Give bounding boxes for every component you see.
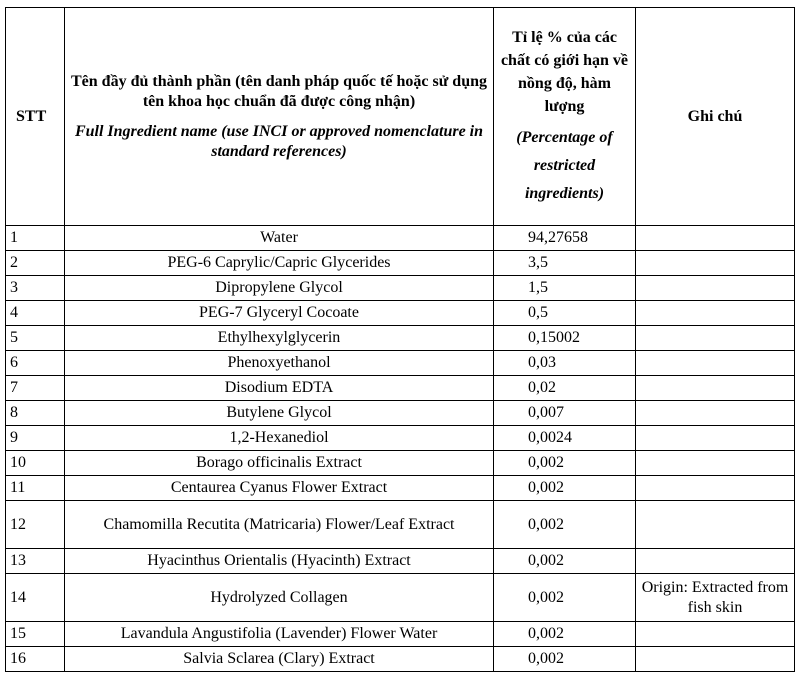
ingredient-name: Hydrolyzed Collagen	[65, 574, 494, 622]
table-row	[6, 549, 795, 574]
ingredient-name: Dipropylene Glycol	[65, 276, 494, 301]
percentage-value: 3,5	[494, 251, 636, 276]
table-row	[6, 647, 795, 672]
ingredient-name: PEG-6 Caprylic/Capric Glycerides	[65, 251, 494, 276]
row-number: 7	[6, 376, 65, 401]
note-cell	[636, 351, 795, 376]
note-cell	[636, 549, 795, 574]
table-row	[6, 351, 795, 376]
table-row	[6, 326, 795, 351]
percentage-value: 0,002	[494, 451, 636, 476]
header-ingredient-name-vi: Tên đầy đủ thành phần (tên danh pháp quốc tế hoặc sử dụng tên khoa học chuẩn đã được công nhận)	[71, 72, 487, 110]
ingredient-name: Ethylhexylglycerin	[65, 326, 494, 351]
row-number: 3	[6, 276, 65, 301]
percentage-value: 94,27658	[494, 226, 636, 251]
table-row	[6, 376, 795, 401]
percentage-value: 0,002	[494, 647, 636, 672]
row-number: 13	[6, 549, 65, 574]
note-cell	[636, 401, 795, 426]
row-number: 11	[6, 476, 65, 501]
row-number: 6	[6, 351, 65, 376]
table-header-row	[6, 8, 795, 226]
row-number: 9	[6, 426, 65, 451]
row-number: 4	[6, 301, 65, 326]
percentage-value: 0,002	[494, 622, 636, 647]
note-cell: Origin: Extracted from fish skin	[636, 574, 795, 622]
ingredient-name: Water	[65, 226, 494, 251]
note-cell	[636, 251, 795, 276]
table-row	[6, 251, 795, 276]
percentage-value: 0,02	[494, 376, 636, 401]
note-cell	[636, 476, 795, 501]
ingredient-name: Centaurea Cyanus Flower Extract	[65, 476, 494, 501]
note-cell	[636, 276, 795, 301]
percentage-value: 0,15002	[494, 326, 636, 351]
note-cell	[636, 326, 795, 351]
header-ingredient-name-en: Full Ingredient name (use INCI or approved nomenclature in standard references)	[74, 122, 484, 160]
row-number: 10	[6, 451, 65, 476]
note-cell	[636, 501, 795, 549]
note-cell	[636, 426, 795, 451]
percentage-value: 0,002	[494, 476, 636, 501]
table-row	[6, 451, 795, 476]
percentage-value: 0,002	[494, 574, 636, 622]
ingredient-name: Phenoxyethanol	[65, 351, 494, 376]
row-number: 1	[6, 226, 65, 251]
ingredient-table	[5, 7, 795, 672]
table-row	[6, 226, 795, 251]
percentage-value: 0,002	[494, 501, 636, 549]
table-row	[6, 476, 795, 501]
ingredient-name: Disodium EDTA	[65, 376, 494, 401]
table-row	[6, 622, 795, 647]
note-cell	[636, 647, 795, 672]
ingredient-name: Borago officinalis Extract	[65, 451, 494, 476]
ingredient-name: Salvia Sclarea (Clary) Extract	[65, 647, 494, 672]
header-note: Ghi chú	[636, 8, 795, 226]
percentage-value: 0,0024	[494, 426, 636, 451]
ingredient-name: Lavandula Angustifolia (Lavender) Flower Water	[65, 622, 494, 647]
table-row	[6, 276, 795, 301]
ingredient-name: 1,2-Hexanediol	[65, 426, 494, 451]
note-cell	[636, 451, 795, 476]
header-percentage-en: (Percentage of restricted ingredients)	[516, 128, 613, 202]
header-stt: STT	[6, 8, 65, 226]
ingredient-name: Butylene Glycol	[65, 401, 494, 426]
table-row	[6, 301, 795, 326]
ingredient-name: Hyacinthus Orientalis (Hyacinth) Extract	[65, 549, 494, 574]
table-row	[6, 426, 795, 451]
percentage-value: 0,002	[494, 549, 636, 574]
row-number: 2	[6, 251, 65, 276]
row-number: 8	[6, 401, 65, 426]
table-row	[6, 574, 795, 622]
table-row	[6, 401, 795, 426]
row-number: 12	[6, 501, 65, 549]
header-percentage-vi: Tỉ lệ % của các chất có giới hạn về nồng độ, hàm lượng	[500, 28, 629, 115]
header-ingredient-name	[65, 8, 494, 226]
header-percentage	[494, 8, 636, 226]
note-cell	[636, 622, 795, 647]
ingredient-name: PEG-7 Glyceryl Cocoate	[65, 301, 494, 326]
table-body	[6, 226, 795, 672]
ingredient-name: Chamomilla Recutita (Matricaria) Flower/Leaf Extract	[65, 501, 494, 549]
row-number: 15	[6, 622, 65, 647]
note-cell	[636, 226, 795, 251]
note-cell	[636, 301, 795, 326]
table-row	[6, 501, 795, 549]
row-number: 5	[6, 326, 65, 351]
note-cell	[636, 376, 795, 401]
percentage-value: 0,5	[494, 301, 636, 326]
row-number: 14	[6, 574, 65, 622]
percentage-value: 0,03	[494, 351, 636, 376]
row-number: 16	[6, 647, 65, 672]
percentage-value: 1,5	[494, 276, 636, 301]
percentage-value: 0,007	[494, 401, 636, 426]
